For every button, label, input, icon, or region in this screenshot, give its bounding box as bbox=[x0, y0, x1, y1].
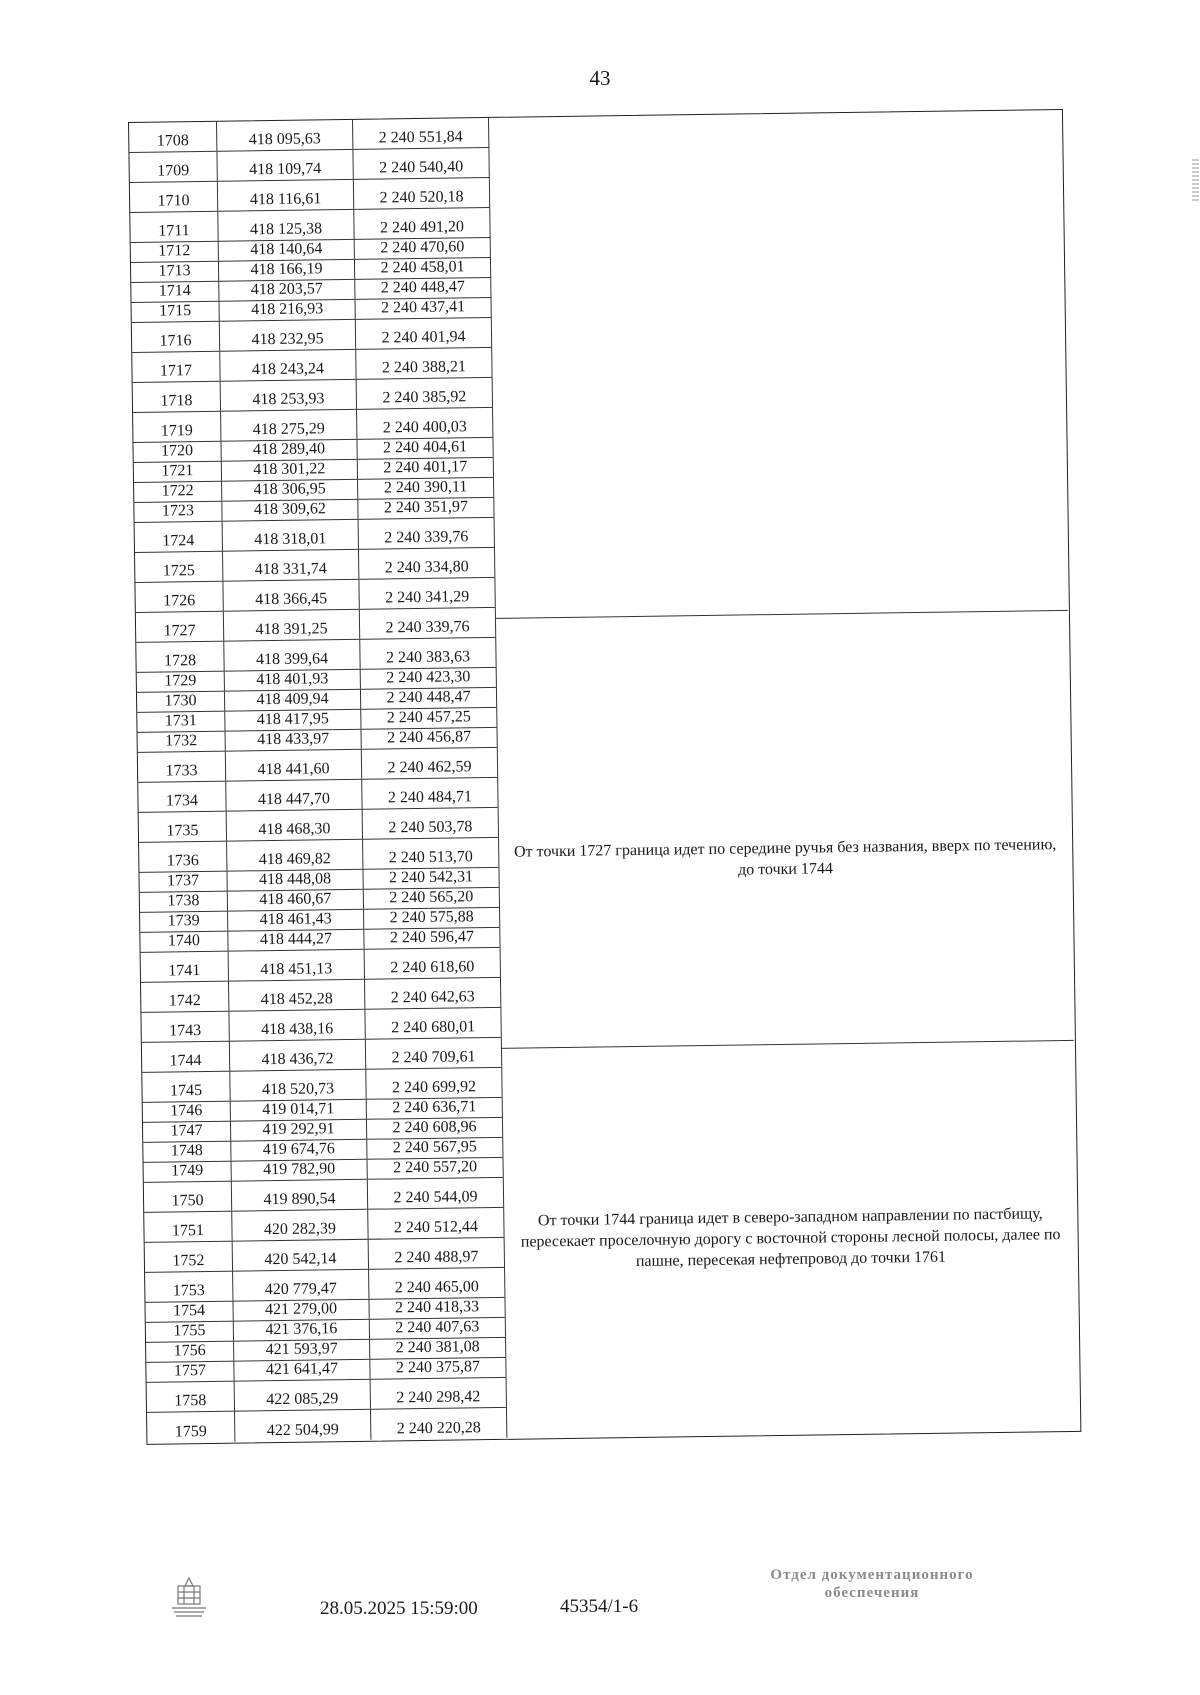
y-coordinate-cell: 2 240 503,78 bbox=[363, 808, 499, 839]
x-coordinate-cell: 418 140,64 bbox=[219, 240, 355, 261]
point-number-cell: 1758 bbox=[147, 1382, 235, 1412]
y-coordinate-cell: 2 240 448,47 bbox=[355, 278, 491, 299]
point-number-cell: 1735 bbox=[139, 812, 227, 842]
boundary-description-cell bbox=[489, 110, 1068, 619]
x-coordinate-cell: 421 279,00 bbox=[233, 1300, 369, 1321]
boundary-description-text bbox=[502, 335, 1054, 343]
x-coordinate-cell: 418 125,38 bbox=[218, 210, 354, 241]
point-number-cell: 1730 bbox=[137, 692, 225, 712]
point-number-cell: 1736 bbox=[139, 842, 227, 872]
x-coordinate-cell: 418 232,95 bbox=[220, 320, 356, 351]
y-coordinate-cell: 2 240 457,25 bbox=[361, 708, 497, 729]
y-coordinate-cell: 2 240 401,94 bbox=[356, 318, 492, 349]
point-number-cell: 1746 bbox=[143, 1102, 231, 1122]
y-coordinate-cell: 2 240 567,95 bbox=[367, 1138, 503, 1159]
point-number-cell: 1726 bbox=[135, 582, 223, 612]
y-coordinate-cell: 2 240 351,97 bbox=[358, 498, 494, 519]
y-coordinate-cell: 2 240 418,33 bbox=[369, 1298, 505, 1319]
stamp-line-1: Отдел документационного bbox=[770, 1567, 974, 1583]
footer-datetime: 28.05.2025 15:59:00 bbox=[320, 1598, 478, 1619]
boundary-description-cell bbox=[502, 1041, 1079, 1438]
x-coordinate-cell: 418 095,63 bbox=[217, 120, 353, 151]
x-coordinate-cell: 418 399,64 bbox=[224, 640, 360, 671]
y-coordinate-cell: 2 240 298,42 bbox=[371, 1378, 507, 1409]
point-number-cell: 1721 bbox=[134, 462, 222, 482]
x-coordinate-cell: 420 779,47 bbox=[233, 1270, 369, 1301]
point-number-cell: 1757 bbox=[146, 1362, 234, 1382]
point-number-cell: 1744 bbox=[142, 1042, 230, 1072]
x-coordinate-cell: 421 641,47 bbox=[234, 1360, 370, 1381]
y-coordinate-cell: 2 240 512,44 bbox=[368, 1208, 504, 1239]
point-number-cell: 1728 bbox=[136, 642, 224, 672]
x-coordinate-cell: 418 306,95 bbox=[222, 480, 358, 501]
point-number-cell: 1753 bbox=[145, 1272, 233, 1302]
x-coordinate-cell: 419 890,54 bbox=[232, 1180, 368, 1211]
point-number-cell: 1718 bbox=[133, 382, 221, 412]
x-coordinate-cell: 421 593,97 bbox=[234, 1340, 370, 1361]
y-coordinate-cell: 2 240 339,76 bbox=[360, 608, 496, 639]
y-coordinate-cell: 2 240 375,87 bbox=[370, 1358, 506, 1379]
y-coordinate-cell: 2 240 557,20 bbox=[368, 1158, 504, 1179]
stamp-line-2: обеспечения bbox=[824, 1585, 920, 1601]
x-coordinate-cell: 418 441,60 bbox=[226, 750, 362, 781]
point-number-cell: 1739 bbox=[140, 912, 228, 932]
x-coordinate-cell: 418 452,28 bbox=[229, 980, 365, 1011]
x-coordinate-cell: 418 469,82 bbox=[227, 840, 363, 871]
y-coordinate-cell: 2 240 608,96 bbox=[367, 1118, 503, 1139]
point-number-cell: 1749 bbox=[144, 1162, 232, 1182]
point-number-cell: 1745 bbox=[142, 1072, 230, 1102]
y-coordinate-cell: 2 240 407,63 bbox=[370, 1318, 506, 1339]
y-coordinate-cell: 2 240 551,84 bbox=[353, 118, 489, 149]
x-coordinate-cell: 418 438,16 bbox=[229, 1010, 365, 1041]
x-coordinate-cell: 419 014,71 bbox=[231, 1100, 367, 1121]
y-coordinate-cell: 2 240 220,28 bbox=[371, 1408, 507, 1440]
x-coordinate-cell: 418 166,19 bbox=[219, 260, 355, 281]
y-coordinate-cell: 2 240 381,08 bbox=[370, 1338, 506, 1359]
y-coordinate-cell: 2 240 513,70 bbox=[363, 838, 499, 869]
y-coordinate-cell: 2 240 404,61 bbox=[357, 438, 493, 459]
x-coordinate-cell: 418 451,13 bbox=[229, 950, 365, 981]
x-coordinate-cell: 418 391,25 bbox=[224, 610, 360, 641]
x-coordinate-cell: 419 782,90 bbox=[232, 1160, 368, 1181]
table-row bbox=[147, 1408, 507, 1443]
y-coordinate-cell: 2 240 390,11 bbox=[358, 478, 494, 499]
point-number-cell: 1738 bbox=[140, 892, 228, 912]
y-coordinate-cell: 2 240 565,20 bbox=[364, 888, 500, 909]
y-coordinate-cell: 2 240 456,87 bbox=[362, 728, 498, 749]
y-coordinate-cell: 2 240 618,60 bbox=[365, 948, 501, 979]
x-coordinate-cell: 420 542,14 bbox=[233, 1240, 369, 1271]
point-number-cell: 1754 bbox=[145, 1302, 233, 1322]
department-stamp bbox=[722, 1566, 1022, 1602]
y-coordinate-cell: 2 240 709,61 bbox=[366, 1038, 502, 1069]
point-number-cell: 1734 bbox=[138, 782, 226, 812]
boundary-description-cell bbox=[496, 611, 1074, 1049]
y-coordinate-cell: 2 240 339,76 bbox=[359, 518, 495, 549]
point-number-cell: 1710 bbox=[130, 182, 218, 212]
boundary-description-text: От точки 1744 граница идет в северо-западном направлении по пастбищу, пересекает проселочную дорогу с восточной стороны лесной полосы, далее по пашне, пересекая нефтепровод до точки 1761 bbox=[520, 1205, 1061, 1270]
point-number-cell: 1708 bbox=[129, 122, 217, 152]
point-number-cell: 1723 bbox=[134, 502, 222, 522]
x-coordinate-cell: 418 417,95 bbox=[225, 710, 361, 731]
point-number-cell: 1741 bbox=[141, 952, 229, 982]
y-coordinate-cell: 2 240 520,18 bbox=[354, 178, 490, 209]
y-coordinate-cell: 2 240 388,21 bbox=[356, 348, 492, 379]
x-coordinate-cell: 418 433,97 bbox=[226, 730, 362, 751]
y-coordinate-cell: 2 240 636,71 bbox=[367, 1098, 503, 1119]
point-number-cell: 1719 bbox=[133, 412, 221, 442]
x-coordinate-cell: 418 460,67 bbox=[228, 890, 364, 911]
y-coordinate-cell: 2 240 680,01 bbox=[365, 1008, 501, 1039]
y-coordinate-cell: 2 240 400,03 bbox=[357, 408, 493, 439]
y-coordinate-cell: 2 240 542,31 bbox=[363, 868, 499, 889]
x-coordinate-cell: 418 203,57 bbox=[219, 280, 355, 301]
page-number: 43 bbox=[589, 66, 611, 90]
point-number-cell: 1715 bbox=[132, 302, 220, 322]
y-coordinate-cell: 2 240 699,92 bbox=[366, 1068, 502, 1099]
y-coordinate-cell: 2 240 575,88 bbox=[364, 908, 500, 929]
y-coordinate-cell: 2 240 642,63 bbox=[365, 978, 501, 1009]
x-coordinate-cell: 422 085,29 bbox=[235, 1380, 371, 1411]
x-coordinate-cell: 418 275,29 bbox=[221, 410, 357, 441]
point-number-cell: 1742 bbox=[141, 982, 229, 1012]
scan-edge-marks bbox=[1190, 150, 1200, 240]
point-number-cell: 1732 bbox=[138, 732, 226, 752]
y-coordinate-cell: 2 240 488,97 bbox=[369, 1238, 505, 1269]
y-coordinate-cell: 2 240 458,01 bbox=[355, 258, 491, 279]
point-number-cell: 1714 bbox=[131, 282, 219, 302]
x-coordinate-cell: 418 444,27 bbox=[228, 930, 364, 951]
x-coordinate-cell: 421 376,16 bbox=[234, 1320, 370, 1341]
x-coordinate-cell: 420 282,39 bbox=[232, 1210, 368, 1241]
point-number-cell: 1747 bbox=[143, 1122, 231, 1142]
y-coordinate-cell: 2 240 540,40 bbox=[353, 148, 489, 179]
y-coordinate-cell: 2 240 437,41 bbox=[356, 298, 492, 319]
point-number-cell: 1759 bbox=[147, 1412, 235, 1443]
emblem-icon bbox=[166, 1574, 212, 1620]
x-coordinate-cell: 418 366,45 bbox=[223, 580, 359, 611]
points-column bbox=[129, 118, 507, 1443]
x-coordinate-cell: 418 309,62 bbox=[222, 500, 358, 521]
x-coordinate-cell: 418 243,24 bbox=[220, 350, 356, 381]
x-coordinate-cell: 418 301,22 bbox=[222, 460, 358, 481]
x-coordinate-cell: 418 409,94 bbox=[225, 690, 361, 711]
point-number-cell: 1717 bbox=[132, 352, 220, 382]
point-number-cell: 1725 bbox=[135, 552, 223, 582]
point-number-cell: 1750 bbox=[144, 1182, 232, 1212]
point-number-cell: 1709 bbox=[129, 152, 217, 182]
point-number-cell: 1731 bbox=[137, 712, 225, 732]
point-number-cell: 1733 bbox=[138, 752, 226, 782]
y-coordinate-cell: 2 240 465,00 bbox=[369, 1268, 505, 1299]
y-coordinate-cell: 2 240 423,30 bbox=[361, 668, 497, 689]
x-coordinate-cell: 418 116,61 bbox=[218, 180, 354, 211]
x-coordinate-cell: 418 461,43 bbox=[228, 910, 364, 931]
y-coordinate-cell: 2 240 491,20 bbox=[354, 208, 490, 239]
x-coordinate-cell: 418 436,72 bbox=[230, 1040, 366, 1071]
x-coordinate-cell: 418 318,01 bbox=[223, 520, 359, 551]
y-coordinate-cell: 2 240 470,60 bbox=[355, 238, 491, 259]
point-number-cell: 1724 bbox=[135, 522, 223, 552]
point-number-cell: 1740 bbox=[140, 932, 228, 952]
point-number-cell: 1711 bbox=[130, 212, 218, 242]
point-number-cell: 1737 bbox=[139, 872, 227, 892]
point-number-cell: 1751 bbox=[144, 1212, 232, 1242]
x-coordinate-cell: 418 401,93 bbox=[225, 670, 361, 691]
point-number-cell: 1752 bbox=[145, 1242, 233, 1272]
x-coordinate-cell: 418 448,08 bbox=[227, 870, 363, 891]
point-number-cell: 1713 bbox=[131, 262, 219, 282]
x-coordinate-cell: 419 292,91 bbox=[231, 1120, 367, 1141]
x-coordinate-cell: 418 331,74 bbox=[223, 550, 359, 581]
x-coordinate-cell: 418 468,30 bbox=[227, 810, 363, 841]
y-coordinate-cell: 2 240 334,80 bbox=[359, 548, 495, 579]
y-coordinate-cell: 2 240 401,17 bbox=[358, 458, 494, 479]
point-number-cell: 1722 bbox=[134, 482, 222, 502]
point-number-cell: 1727 bbox=[136, 612, 224, 642]
point-number-cell: 1729 bbox=[137, 672, 225, 692]
point-number-cell: 1756 bbox=[146, 1342, 234, 1362]
y-coordinate-cell: 2 240 341,29 bbox=[359, 578, 495, 609]
y-coordinate-cell: 2 240 484,71 bbox=[362, 778, 498, 809]
x-coordinate-cell: 418 216,93 bbox=[220, 300, 356, 321]
boundary-description-text: От точки 1727 граница идет по середине ручья без названия, вверх по течению, до точки 1744 bbox=[513, 836, 1057, 879]
x-coordinate-cell: 419 674,76 bbox=[231, 1140, 367, 1161]
point-number-cell: 1755 bbox=[146, 1322, 234, 1342]
x-coordinate-cell: 418 520,73 bbox=[230, 1070, 366, 1101]
x-coordinate-cell: 418 109,74 bbox=[217, 150, 353, 181]
point-number-cell: 1748 bbox=[143, 1142, 231, 1162]
point-number-cell: 1716 bbox=[132, 322, 220, 352]
y-coordinate-cell: 2 240 544,09 bbox=[368, 1178, 504, 1209]
x-coordinate-cell: 418 447,70 bbox=[226, 780, 362, 811]
y-coordinate-cell: 2 240 462,59 bbox=[362, 748, 498, 779]
point-number-cell: 1712 bbox=[131, 242, 219, 262]
x-coordinate-cell: 422 504,99 bbox=[235, 1410, 371, 1442]
y-coordinate-cell: 2 240 383,63 bbox=[360, 638, 496, 669]
y-coordinate-cell: 2 240 448,47 bbox=[361, 688, 497, 709]
coordinates-table bbox=[128, 109, 1081, 1445]
x-coordinate-cell: 418 289,40 bbox=[221, 440, 357, 461]
footer-document-number: 45354/1-6 bbox=[560, 1596, 639, 1617]
y-coordinate-cell: 2 240 596,47 bbox=[364, 928, 500, 949]
y-coordinate-cell: 2 240 385,92 bbox=[357, 378, 493, 409]
x-coordinate-cell: 418 253,93 bbox=[221, 380, 357, 411]
point-number-cell: 1743 bbox=[141, 1012, 229, 1042]
point-number-cell: 1720 bbox=[133, 442, 221, 462]
